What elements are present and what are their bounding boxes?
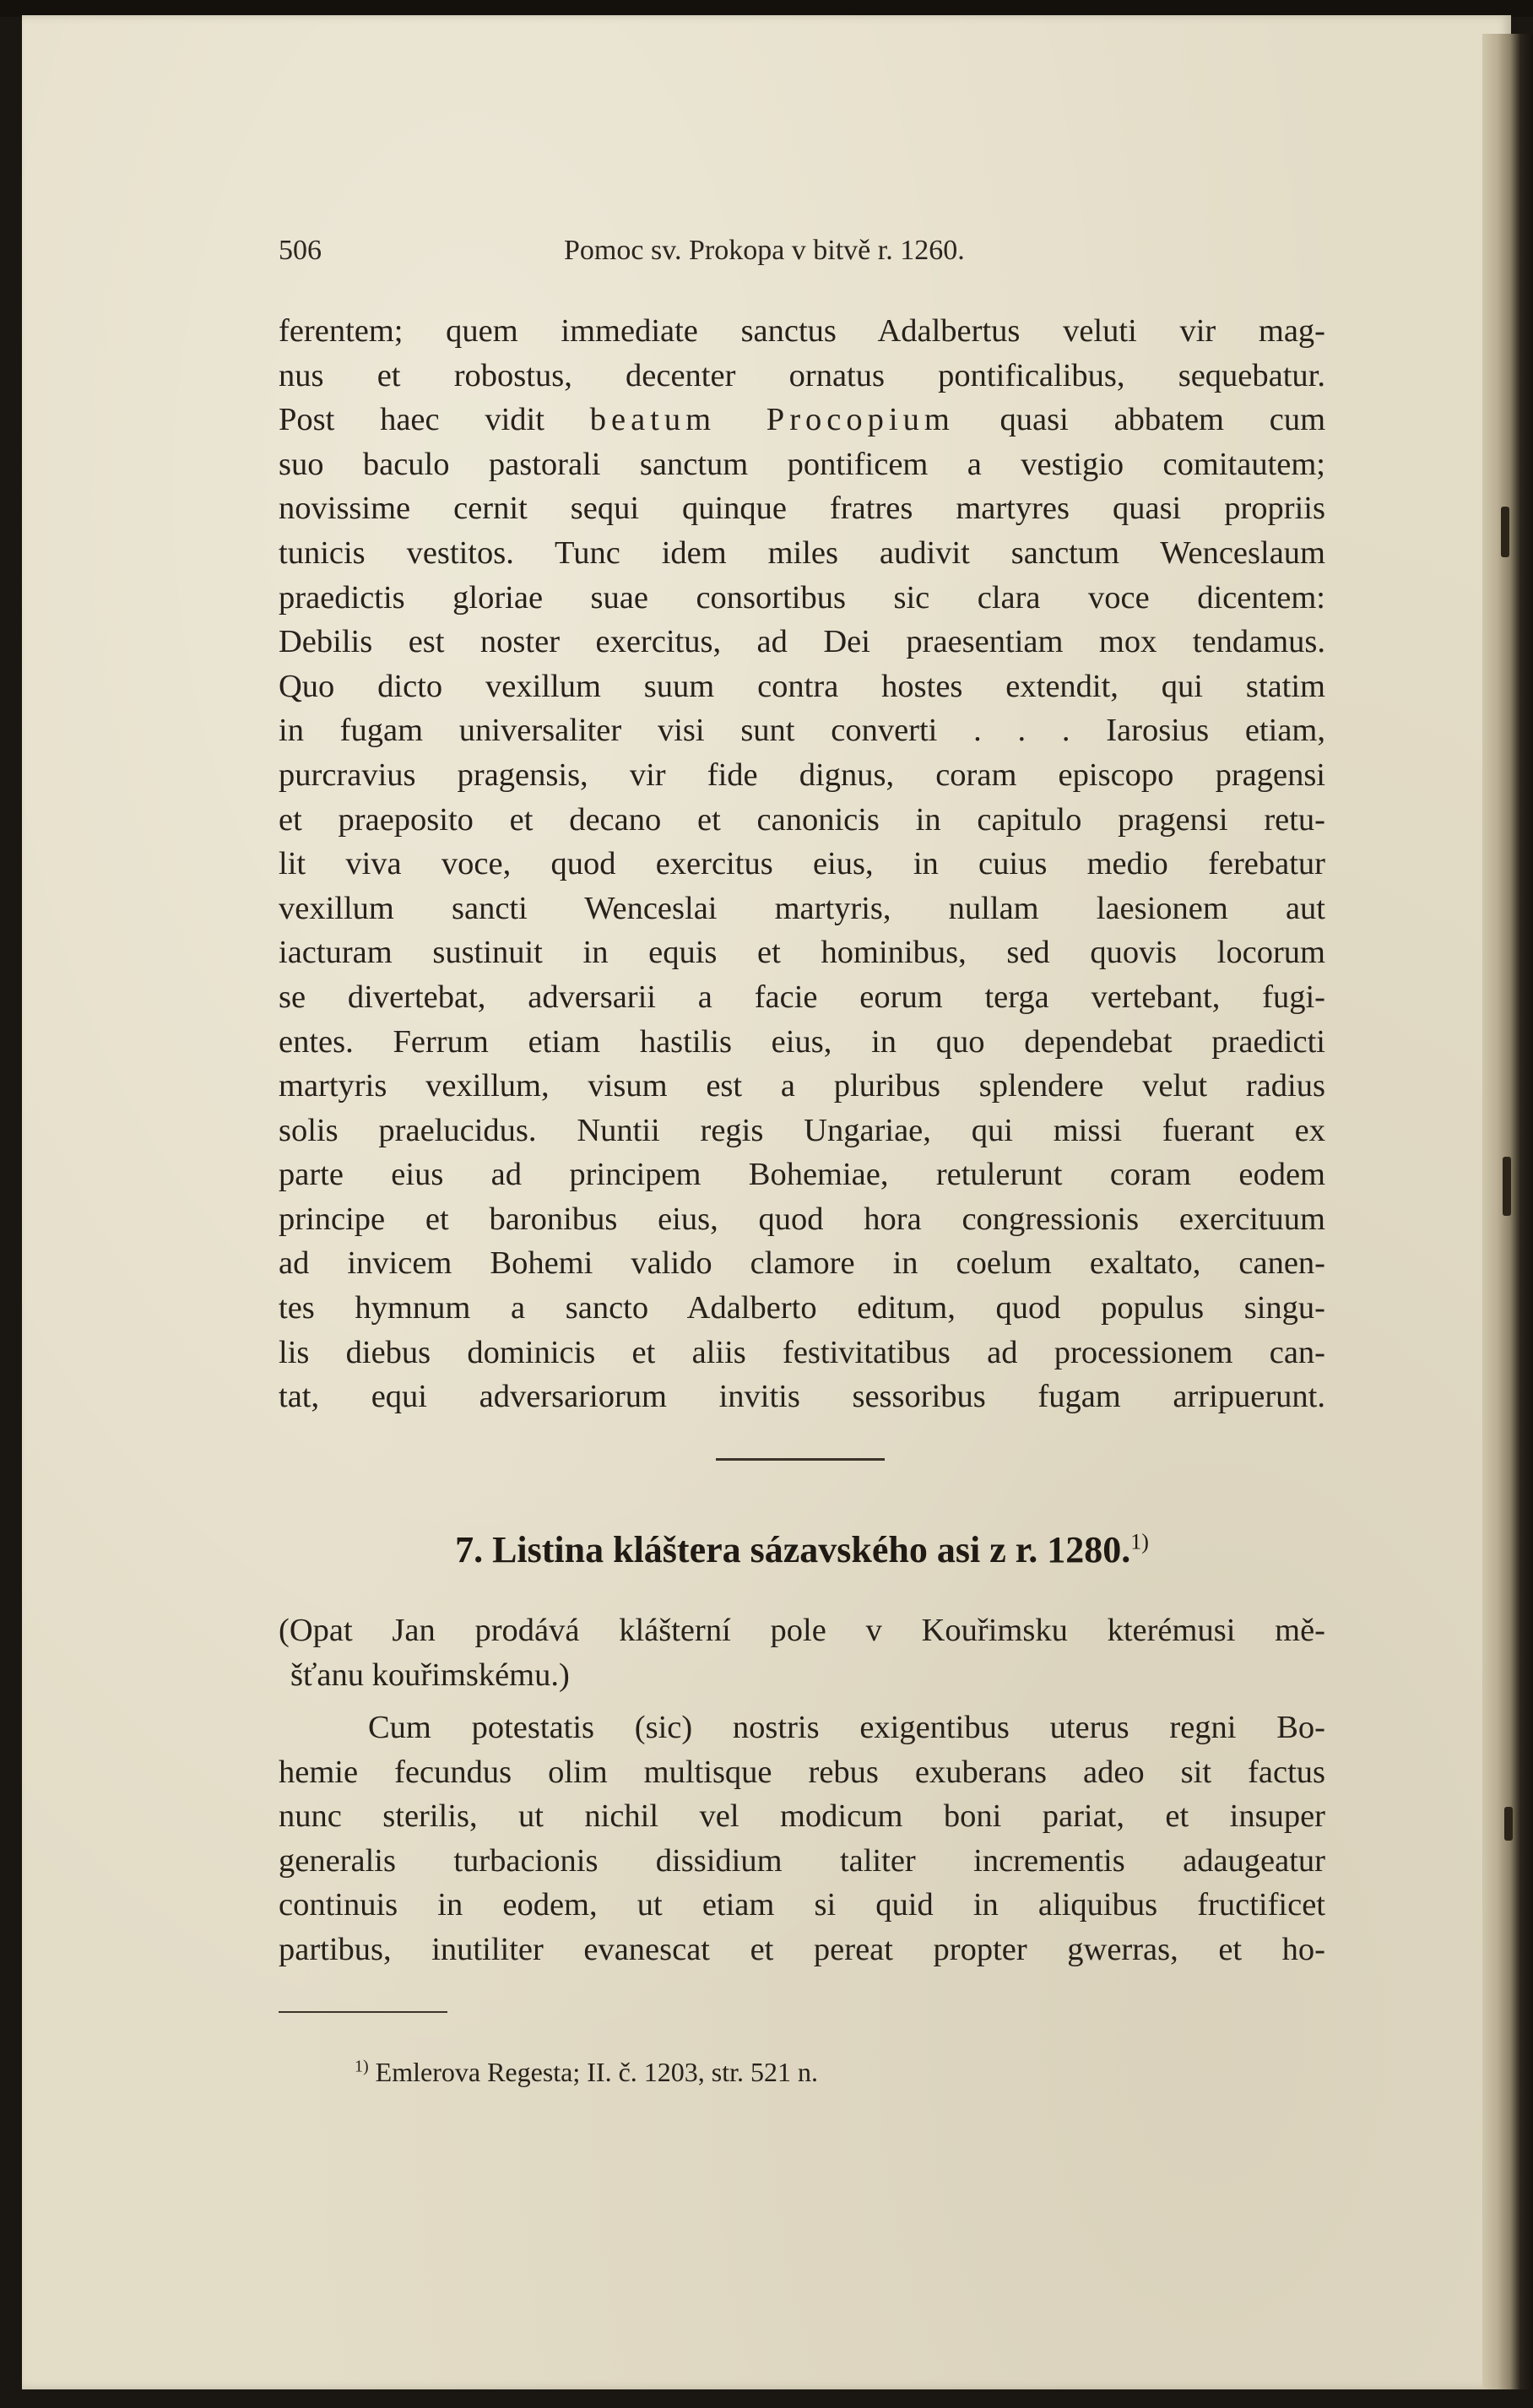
text-line: nunc sterilis, ut nichil vel modicum boni pariat, et insuper	[279, 1798, 1325, 1835]
subtitle-line: (Opat Jan prodává klášterní pole v Kouřimsku kterémusi mě-	[279, 1613, 1325, 1648]
page-edge-stack	[1482, 34, 1533, 2389]
footnote-marker: 1)	[355, 2057, 369, 2076]
spaced-name: beatum Procopium	[589, 402, 955, 438]
text-line: novissime cernit sequi quinque fratres martyres quasi propriis	[279, 491, 1325, 527]
text-line: Quo dicto vexillum suum contra hostes extendit, qui statim	[279, 668, 1325, 704]
text-line: tes hymnum a sancto Adalberto editum, quod populus singu-	[279, 1290, 1325, 1326]
section-heading-text: 7. Listina kláštera sázavského asi z r. 1280.	[455, 1529, 1131, 1570]
passage-2	[279, 1706, 1325, 1972]
text-line: Cum potestatis (sic) nostris exigentibus uterus regni Bo-	[368, 1710, 1325, 1745]
text-line: hemie fecundus olim multisque rebus exuberans adeo sit factus	[279, 1754, 1325, 1790]
footnote-ref: 1)	[1130, 1529, 1149, 1554]
text-span: Post haec vidit	[279, 402, 544, 438]
passage-1	[279, 309, 1325, 1419]
text-line: purcravius pragensis, vir fide dignus, coram episcopo pragensi	[279, 757, 1325, 793]
text-line: in fugam universaliter visi sunt converti . . . Iarosius etiam,	[279, 713, 1325, 749]
text-line: continuis in eodem, ut etiam si quid in aliquibus fructificet	[279, 1887, 1325, 1923]
text-line: vexillum sancti Wenceslai martyris, nullam laesionem aut	[279, 890, 1325, 926]
text-line: tat, equi adversariorum invitis sessoribus fugam arripuerunt.	[279, 1379, 1325, 1415]
text-line-spaced	[279, 398, 1325, 442]
text-line: Debilis est noster exercitus, ad Dei praesentiam mox tendamus.	[279, 624, 1325, 660]
section-subtitle	[279, 1608, 1325, 1697]
text-line: martyris vexillum, visum est a pluribus splendere velut radius	[279, 1068, 1325, 1104]
text-line: ad invicem Bohemi valido clamore in coelum exaltato, canen-	[279, 1245, 1325, 1282]
text-line: nus et robostus, decenter ornatus pontificalibus, sequebatur.	[279, 357, 1325, 393]
text-line: entes. Ferrum etiam hastilis eius, in quo dependebat praedicti	[279, 1023, 1325, 1060]
text-line: praedictis gloriae suae consortibus sic clara voce dicentem:	[279, 579, 1325, 616]
text-line: suo baculo pastorali sanctum pontificem a vestigio comitautem;	[279, 446, 1325, 482]
footnote	[355, 2057, 818, 2088]
text-line: se divertebat, adversarii a facie eorum terga vertebant, fugi-	[279, 979, 1325, 1015]
text-line: partibus, inutiliter evanescat et pereat propter gwerras, et ho-	[279, 1931, 1325, 1967]
text-line: parte eius ad principem Bohemiae, retulerunt coram eodem	[279, 1157, 1325, 1193]
running-head-title: Pomoc sv. Prokopa v bitvě r. 1260.	[564, 235, 965, 266]
section-divider	[716, 1458, 885, 1461]
footnote-text: Emlerova Regesta; II. č. 1203, str. 521 n.	[375, 2057, 818, 2087]
text-line: solis praelucidus. Nuntii regis Ungariae, qui missi fuerant ex	[279, 1112, 1325, 1148]
text-line: generalis turbacionis dissidium taliter incrementis adaugeatur	[279, 1842, 1325, 1879]
text-span: quasi abbatem cum	[999, 402, 1326, 438]
scan-border	[0, 0, 1533, 17]
text-line: ferentem; quem immediate sanctus Adalbertus veluti vir mag-	[279, 313, 1325, 349]
section-heading	[279, 1528, 1325, 1571]
edge-mark	[1503, 1157, 1511, 1216]
text-line: principe et baronibus eius, quod hora congressionis exercituum	[279, 1201, 1325, 1237]
edge-mark	[1501, 507, 1509, 557]
text-line: iacturam sustinuit in equis et hominibus, sed quovis locorum	[279, 935, 1325, 971]
subtitle-line: šťanu kouřimskému.)	[290, 1657, 570, 1693]
text-line: lit viva voce, quod exercitus eius, in cuius medio ferebatur	[279, 846, 1325, 882]
page-number: 506	[279, 235, 322, 266]
running-head	[279, 235, 1072, 277]
text-line: lis diebus dominicis et aliis festivitatibus ad processionem can-	[279, 1334, 1325, 1370]
text-line: tunicis vestitos. Tunc idem miles audivit sanctum Wenceslaum	[279, 534, 1325, 571]
footnote-rule	[279, 2011, 447, 2013]
text-line: et praeposito et decano et canonicis in capitulo pragensi retu-	[279, 801, 1325, 838]
edge-mark	[1504, 1807, 1513, 1841]
